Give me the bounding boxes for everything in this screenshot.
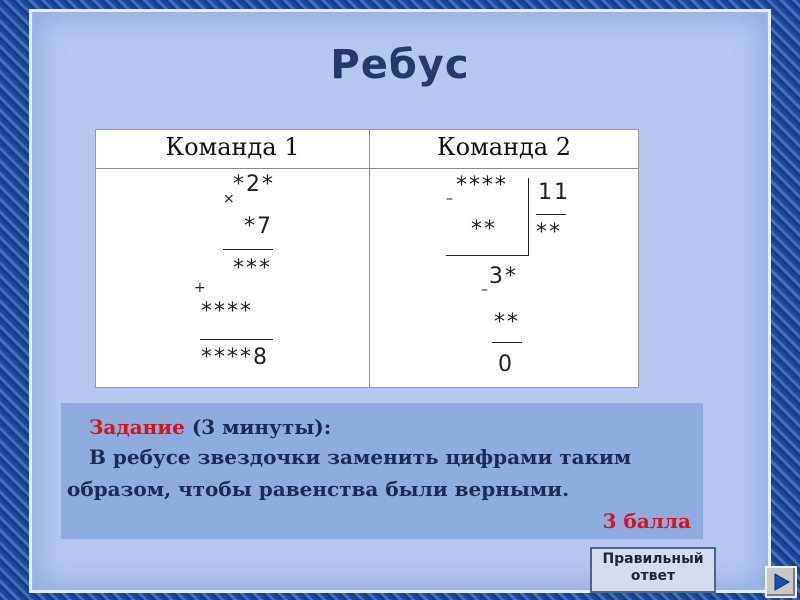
dividend: **** xyxy=(456,173,508,198)
division-bar xyxy=(528,178,529,256)
final-remainder: 0 xyxy=(498,352,514,377)
task-line-1: В ребусе звездочки заменить цифрами таким xyxy=(89,445,632,469)
divisor-rule xyxy=(536,214,566,215)
team1-header: Команда 1 xyxy=(165,133,300,161)
next-slide-button[interactable] xyxy=(765,566,797,598)
quotient: ** xyxy=(536,220,562,245)
subtraction-rule-2 xyxy=(492,342,522,343)
subtrahend-2: ** xyxy=(494,310,520,335)
task-score: 3 балла xyxy=(602,509,691,533)
minus-sign-2: – xyxy=(481,282,488,298)
page-title: Ребус xyxy=(330,42,470,88)
times-sign: × xyxy=(223,191,235,207)
plus-sign: + xyxy=(194,280,206,296)
team2-header: Команда 2 xyxy=(437,133,571,161)
multiplier: *7 xyxy=(244,214,273,239)
task-label: Задание xyxy=(89,415,185,439)
partial-product-2: **** xyxy=(201,299,253,324)
task-line-2: образом, чтобы равенства были верными. xyxy=(67,477,570,501)
correct-answer-button[interactable]: Правильный ответ xyxy=(590,547,716,593)
arrow-right-icon xyxy=(770,571,792,593)
task-duration: (3 минуты): xyxy=(184,415,332,439)
task-box xyxy=(61,403,703,539)
multiplicand: *2* xyxy=(233,172,275,197)
remainder-1: 3* xyxy=(489,264,518,289)
puzzle-table xyxy=(95,129,639,388)
partial-product-1: *** xyxy=(233,256,272,281)
product-result: ****8 xyxy=(201,345,269,370)
task-heading xyxy=(89,415,331,439)
header-divider xyxy=(96,168,638,169)
sum-rule xyxy=(200,339,273,340)
subtrahend-1: ** xyxy=(471,217,497,242)
subtraction-rule-1 xyxy=(446,255,529,256)
multiply-rule xyxy=(223,249,273,250)
minus-sign-1: – xyxy=(446,191,453,207)
divisor: 11 xyxy=(538,180,570,205)
